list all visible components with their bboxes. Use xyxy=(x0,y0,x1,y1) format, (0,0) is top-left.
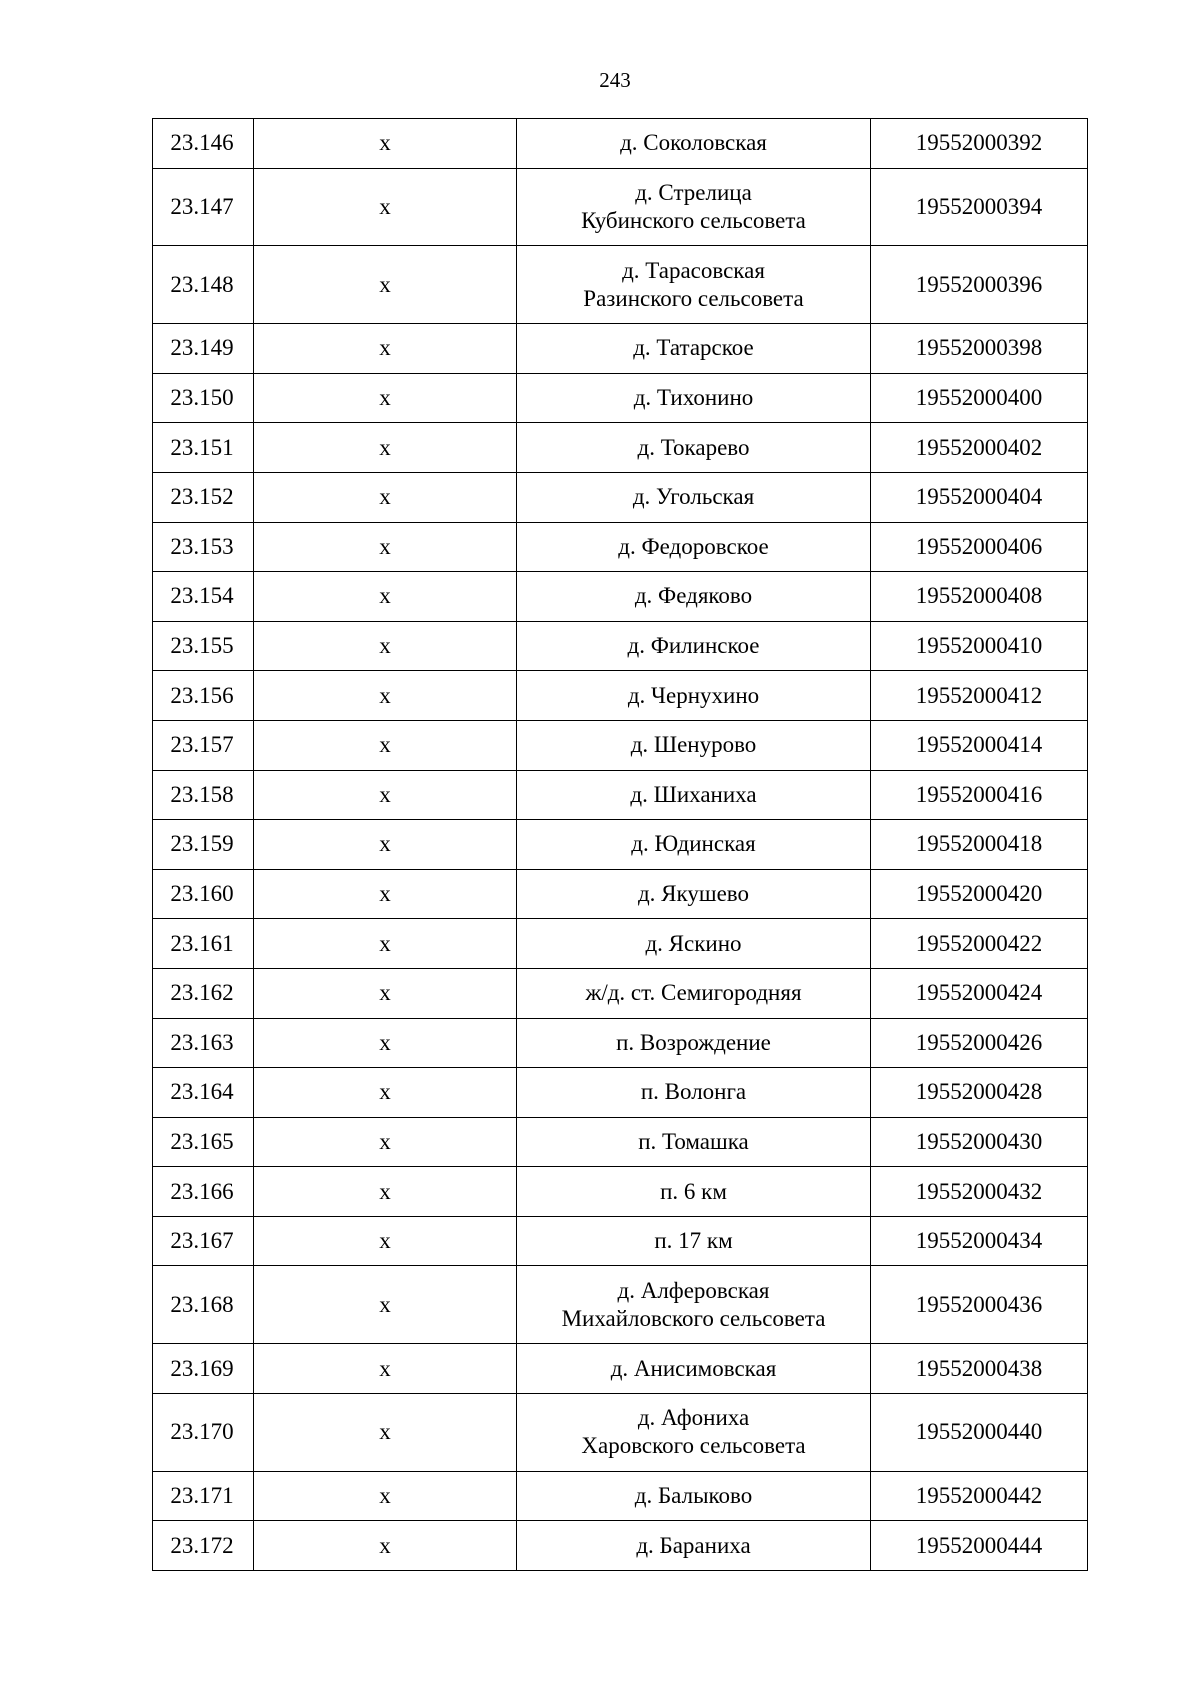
okato-code-cell: 19552000410 xyxy=(871,621,1088,671)
okato-code-cell: 19552000392 xyxy=(871,119,1088,169)
table-row xyxy=(153,119,1088,169)
row-number-cell: 23.165 xyxy=(153,1117,254,1167)
table-row xyxy=(153,522,1088,572)
settlement-name-line: д. Федоровское xyxy=(618,533,769,559)
mark-cell: х xyxy=(254,472,517,522)
table-row xyxy=(153,1471,1088,1521)
settlement-name-cell xyxy=(517,1521,871,1571)
settlement-name-cell xyxy=(517,869,871,919)
mark-cell: х xyxy=(254,522,517,572)
mark-cell: х xyxy=(254,1117,517,1167)
settlement-name-cell xyxy=(517,1167,871,1217)
settlement-name-line: Харовского сельсовета xyxy=(581,1433,806,1459)
okato-code-cell: 19552000428 xyxy=(871,1068,1088,1118)
settlement-name-cell xyxy=(517,1018,871,1068)
row-number-cell: 23.149 xyxy=(153,324,254,374)
settlement-name-line: д. Стрелица xyxy=(635,179,752,205)
row-number-cell: 23.168 xyxy=(153,1266,254,1344)
table-row xyxy=(153,1018,1088,1068)
mark-cell: х xyxy=(254,770,517,820)
mark-cell: х xyxy=(254,1068,517,1118)
settlement-name-line: Михайловского сельсовета xyxy=(561,1305,826,1331)
table-row xyxy=(153,324,1088,374)
okato-code-cell: 19552000432 xyxy=(871,1167,1088,1217)
settlement-name-cell xyxy=(517,168,871,246)
settlement-name-line: д. Шиханиха xyxy=(630,781,757,807)
row-number-cell: 23.156 xyxy=(153,671,254,721)
settlement-name-cell xyxy=(517,324,871,374)
row-number-cell: 23.160 xyxy=(153,869,254,919)
mark-cell: х xyxy=(254,1266,517,1344)
okato-code-cell: 19552000444 xyxy=(871,1521,1088,1571)
settlement-name-line: д. Тарасовская xyxy=(622,257,765,283)
settlement-name-line: п. Волонга xyxy=(640,1079,747,1105)
settlement-name-cell xyxy=(517,1471,871,1521)
table-row xyxy=(153,472,1088,522)
settlement-name-line: д. Яскино xyxy=(645,930,742,956)
settlement-name-line: д. Алферовская xyxy=(617,1277,770,1303)
mark-cell: х xyxy=(254,1393,517,1471)
settlement-name-cell xyxy=(517,770,871,820)
table-row xyxy=(153,621,1088,671)
settlement-name-line: п. 6 км xyxy=(660,1178,727,1204)
settlement-name-line: д. Юдинская xyxy=(631,831,756,857)
mark-cell: х xyxy=(254,820,517,870)
okato-code-cell: 19552000436 xyxy=(871,1266,1088,1344)
mark-cell: х xyxy=(254,1471,517,1521)
okato-code-cell: 19552000426 xyxy=(871,1018,1088,1068)
okato-code-cell: 19552000394 xyxy=(871,168,1088,246)
table-row xyxy=(153,168,1088,246)
settlement-name-cell xyxy=(517,572,871,622)
row-number-cell: 23.153 xyxy=(153,522,254,572)
mark-cell: х xyxy=(254,423,517,473)
settlement-name-line: д. Шенурово xyxy=(630,732,757,758)
table-row xyxy=(153,770,1088,820)
row-number-cell: 23.161 xyxy=(153,919,254,969)
okato-code-cell: 19552000408 xyxy=(871,572,1088,622)
settlement-name-line: Кубинского сельсовета xyxy=(581,207,806,233)
row-number-cell: 23.166 xyxy=(153,1167,254,1217)
settlement-name-line: д. Афониха xyxy=(637,1405,750,1431)
settlement-name-cell xyxy=(517,522,871,572)
mark-cell: х xyxy=(254,246,517,324)
mark-cell: х xyxy=(254,1167,517,1217)
okato-code-cell: 19552000404 xyxy=(871,472,1088,522)
okato-code-cell: 19552000422 xyxy=(871,919,1088,969)
page-number: 243 xyxy=(599,68,631,92)
settlement-name-line: д. Татарское xyxy=(633,335,754,361)
settlement-name-line: Разинского сельсовета xyxy=(583,285,804,311)
row-number-cell: 23.157 xyxy=(153,720,254,770)
table-row xyxy=(153,1393,1088,1471)
row-number-cell: 23.147 xyxy=(153,168,254,246)
settlement-name-cell xyxy=(517,720,871,770)
okato-code-cell: 19552000434 xyxy=(871,1216,1088,1266)
settlement-name-cell xyxy=(517,621,871,671)
row-number-cell: 23.162 xyxy=(153,968,254,1018)
okato-code-cell: 19552000438 xyxy=(871,1344,1088,1394)
mark-cell: х xyxy=(254,324,517,374)
settlement-name-cell xyxy=(517,423,871,473)
row-number-cell: 23.151 xyxy=(153,423,254,473)
table-row xyxy=(153,1117,1088,1167)
table-row xyxy=(153,869,1088,919)
mark-cell: х xyxy=(254,720,517,770)
mark-cell: х xyxy=(254,621,517,671)
table-row xyxy=(153,720,1088,770)
row-number-cell: 23.170 xyxy=(153,1393,254,1471)
settlement-name-cell xyxy=(517,1117,871,1167)
settlement-name-line: д. Угольская xyxy=(632,484,755,510)
row-number-cell: 23.158 xyxy=(153,770,254,820)
table-row xyxy=(153,373,1088,423)
mark-cell: х xyxy=(254,919,517,969)
mark-cell: х xyxy=(254,1216,517,1266)
mark-cell: х xyxy=(254,968,517,1018)
okato-code-cell: 19552000406 xyxy=(871,522,1088,572)
table-row xyxy=(153,246,1088,324)
settlement-name-line: ж/д. ст. Семигородняя xyxy=(585,980,802,1006)
settlement-name-cell xyxy=(517,968,871,1018)
table-row xyxy=(153,1521,1088,1571)
okato-code-cell: 19552000418 xyxy=(871,820,1088,870)
table-row xyxy=(153,1266,1088,1344)
okato-code-cell: 19552000430 xyxy=(871,1117,1088,1167)
mark-cell: х xyxy=(254,671,517,721)
mark-cell: х xyxy=(254,869,517,919)
settlement-name-cell xyxy=(517,472,871,522)
okato-code-cell: 19552000398 xyxy=(871,324,1088,374)
settlement-name-line: д. Соколовская xyxy=(620,130,767,156)
table-row xyxy=(153,1216,1088,1266)
settlement-name-line: д. Якушево xyxy=(637,881,749,907)
table-row xyxy=(153,1068,1088,1118)
settlement-name-cell xyxy=(517,1344,871,1394)
settlement-name-cell xyxy=(517,1393,871,1471)
table-row xyxy=(153,919,1088,969)
settlement-name-line: д. Анисимовская xyxy=(610,1355,777,1381)
table-body xyxy=(153,119,1088,1571)
mark-cell: х xyxy=(254,1344,517,1394)
row-number-cell: 23.159 xyxy=(153,820,254,870)
mark-cell: х xyxy=(254,373,517,423)
row-number-cell: 23.148 xyxy=(153,246,254,324)
mark-cell: х xyxy=(254,168,517,246)
table-row xyxy=(153,1167,1088,1217)
okato-code-cell: 19552000420 xyxy=(871,869,1088,919)
row-number-cell: 23.146 xyxy=(153,119,254,169)
settlement-name-line: д. Филинское xyxy=(627,633,760,659)
table-row xyxy=(153,968,1088,1018)
okato-code-cell: 19552000414 xyxy=(871,720,1088,770)
settlement-name-cell xyxy=(517,1266,871,1344)
settlement-name-line: д. Токарево xyxy=(637,434,750,460)
settlement-name-cell xyxy=(517,246,871,324)
row-number-cell: 23.155 xyxy=(153,621,254,671)
okato-code-cell: 19552000424 xyxy=(871,968,1088,1018)
row-number-cell: 23.164 xyxy=(153,1068,254,1118)
table-row xyxy=(153,423,1088,473)
settlement-name-cell xyxy=(517,820,871,870)
table-row xyxy=(153,1344,1088,1394)
row-number-cell: 23.163 xyxy=(153,1018,254,1068)
settlement-name-cell xyxy=(517,1068,871,1118)
okato-code-cell: 19552000412 xyxy=(871,671,1088,721)
table-row xyxy=(153,572,1088,622)
mark-cell: х xyxy=(254,572,517,622)
row-number-cell: 23.171 xyxy=(153,1471,254,1521)
settlement-name-line: д. Бараниха xyxy=(636,1532,751,1558)
settlement-name-line: д. Федяково xyxy=(634,583,753,609)
row-number-cell: 23.172 xyxy=(153,1521,254,1571)
mark-cell: х xyxy=(254,1018,517,1068)
row-number-cell: 23.169 xyxy=(153,1344,254,1394)
settlement-name-cell xyxy=(517,1216,871,1266)
row-number-cell: 23.152 xyxy=(153,472,254,522)
settlement-name-line: п. Возрождение xyxy=(616,1029,771,1055)
settlement-name-cell xyxy=(517,671,871,721)
row-number-cell: 23.154 xyxy=(153,572,254,622)
table-row xyxy=(153,671,1088,721)
settlement-name-line: п. Томашка xyxy=(638,1128,749,1154)
okato-code-cell: 19552000402 xyxy=(871,423,1088,473)
okato-code-cell: 19552000396 xyxy=(871,246,1088,324)
table-row xyxy=(153,820,1088,870)
settlement-name-cell xyxy=(517,373,871,423)
okato-code-cell: 19552000416 xyxy=(871,770,1088,820)
settlement-table xyxy=(152,118,1088,1571)
settlement-name-line: п. 17 км xyxy=(654,1228,733,1254)
settlement-name-line: д. Чернухино xyxy=(627,682,760,708)
settlement-name-line: д. Балыково xyxy=(634,1482,753,1508)
okato-code-cell: 19552000442 xyxy=(871,1471,1088,1521)
settlement-name-line: д. Тихонино xyxy=(633,385,754,411)
settlement-name-cell xyxy=(517,119,871,169)
row-number-cell: 23.150 xyxy=(153,373,254,423)
row-number-cell: 23.167 xyxy=(153,1216,254,1266)
settlement-name-cell xyxy=(517,919,871,969)
okato-code-cell: 19552000400 xyxy=(871,373,1088,423)
okato-code-cell: 19552000440 xyxy=(871,1393,1088,1471)
mark-cell: х xyxy=(254,119,517,169)
mark-cell: х xyxy=(254,1521,517,1571)
